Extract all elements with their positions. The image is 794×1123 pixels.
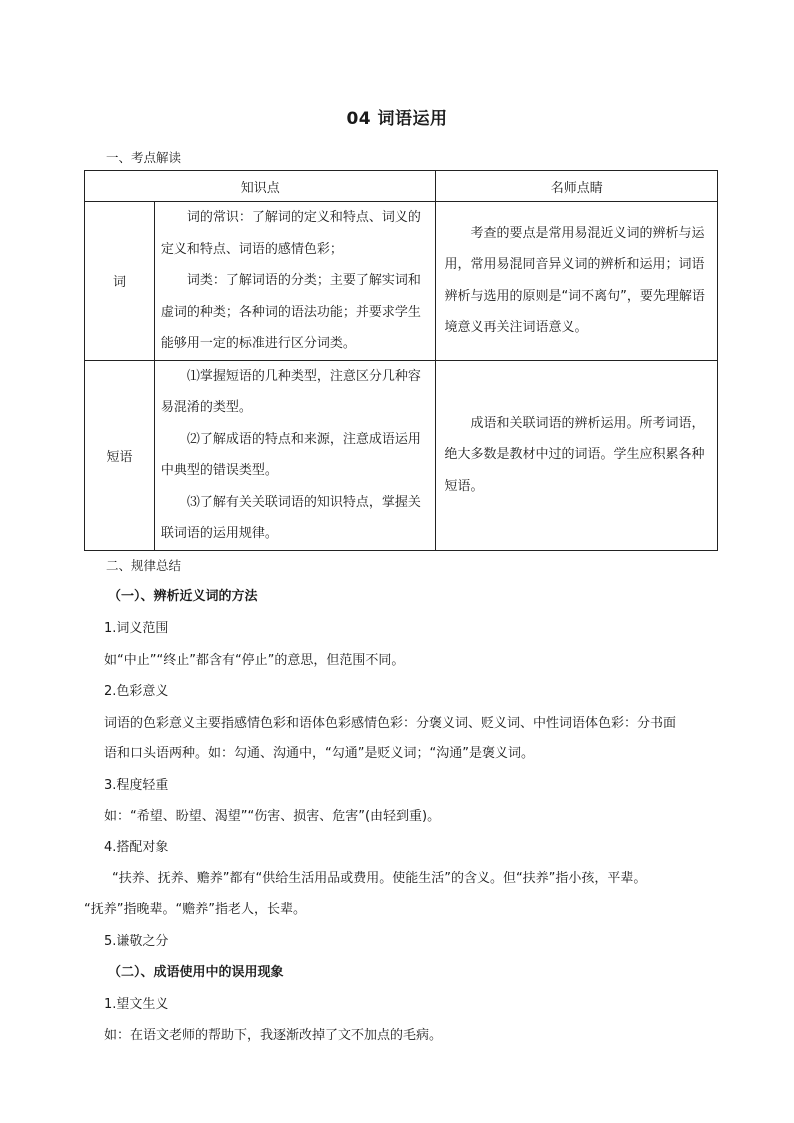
item-heading: 2.色彩意义 [104,684,169,699]
section-heading-1: 一、考点解读 [106,150,182,165]
row-tip [436,360,718,550]
knowledge-point: ⑴掌握短语的几种类型，注意区分几种容易混淆的类型。 [160,368,421,415]
item-text: “抚养”指晚辈。“赡养”指老人，长辈。 [84,902,306,917]
row-points [154,360,436,550]
tip-text: 成语和关联词语的辨析运用。所考词语，绝大多数是教材中过的词语。学生应积累各种短语。 [444,415,705,494]
row-category: 短语 [85,360,155,550]
item-text: 如：“希望、盼望、渴望”“伤害、损害、危害”(由轻到重)。 [104,809,441,824]
knowledge-point: 词的常识：了解词的定义和特点、词义的定义和特点、词语的感情色彩； [160,210,421,257]
item-heading: 5.谦敬之分 [104,934,169,949]
item-text: “扶养、抚养、赡养”都有“供给生活用品或费用。使能生活”的含义。但“扶养”指小孩，平辈。 [112,871,647,886]
subsection-heading: （一）、辨析近义词的方法 [108,589,258,604]
item-text: 词语的色彩意义主要指感情色彩和语体色彩感情色彩：分褒义词、贬义词、中性词语体色彩：分书面 [104,716,677,731]
item-text: 语和口头语两种。如：勾通、沟通中，“勾通”是贬义词；“沟通”是褒义词。 [104,746,534,761]
row-points [154,202,436,361]
header-knowledge: 知识点 [85,171,436,202]
knowledge-point: 词类：了解词语的分类；主要了解实词和虚词的种类；各种词的语法功能；并要求学生能够用一定的标准进行区分词类。 [160,273,421,351]
item-heading: 1.望文生义 [104,997,169,1012]
row-tip [436,202,718,361]
tip-text: 考查的要点是常用易混近义词的辨析与运用，常用易混同音异义词的辨析和运用；词语辨析与选用的原则是“词不离句”，要先理解语境意义再关注词语意义。 [444,225,705,336]
section-heading-2: 二、规律总结 [106,558,182,573]
item-heading: 3.程度轻重 [104,778,169,793]
knowledge-point: ⑶了解有关关联词语的知识特点，掌握关联词语的运用规律。 [160,494,421,541]
page-title: 04 词语运用 [346,109,448,129]
item-text: 如“中止”“终止”都含有“停止”的意思，但范围不同。 [104,653,405,668]
item-heading: 1.词义范围 [104,621,169,636]
subsection-heading: （二）、成语使用中的误用现象 [108,965,284,980]
knowledge-table [84,170,718,551]
item-heading: 4.搭配对象 [104,840,169,855]
item-text: 如：在语文老师的帮助下，我逐渐改掉了文不加点的毛病。 [104,1028,443,1043]
table-row [85,202,718,361]
header-tips: 名师点睛 [436,171,718,202]
table-row [85,360,718,550]
knowledge-point: ⑵了解成语的特点和来源，注意成语运用中典型的错误类型。 [160,431,421,478]
row-category: 词 [85,202,155,361]
table-header-row [85,171,718,202]
